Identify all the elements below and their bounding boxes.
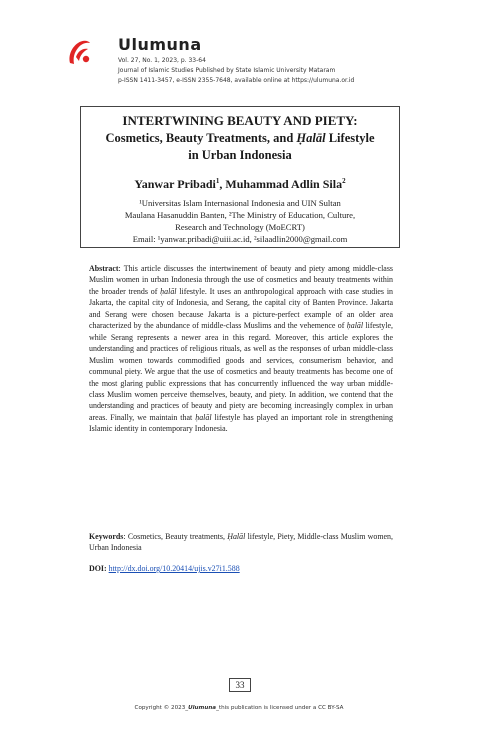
publisher-line: Journal of Islamic Studies Published by State Islamic University Mataram xyxy=(118,67,336,74)
author-2: Muhammad Adlin Sila xyxy=(225,177,343,191)
doi xyxy=(89,563,393,574)
author-emails: Email: ¹yanwar.pribadi@uiii.ac.id, ²silaadlin2000@gmail.com xyxy=(132,234,348,244)
title-box xyxy=(80,106,400,248)
author-separator: , xyxy=(219,177,226,191)
journal-name: Ulumuna xyxy=(118,35,202,54)
copyright-brand: Ulumuna xyxy=(188,705,217,711)
title-line-2 xyxy=(81,131,399,146)
doi-label: DOI: xyxy=(89,564,107,573)
abstract-part-1: : This article discusses the intertwinement of beauty and piety among middle-class Muslim women in urban Indonesia through the use of cosmetics and beauty treatments within the broader trends of xyxy=(89,264,393,296)
abstract-part-3: lifestyle, while Serang represents a newer area in this regard. Moreover, this article explores the understanding and practices of religious rituals, as well as the responses of urban middle-class Muslim women towards commodified goods and services, consumerism behavior, and communal piety. We argue that the use of cosmetics and beauty treatments has become one of the most glaring public expressions that has concurrently influenced the way urban middle-class Muslim women perceive themselves, beauty, and piety. In addition, we contend that the understanding and practices of beauty and piety are becoming increasingly complex in urban areas. Finally, we maintain that xyxy=(89,321,393,422)
keywords xyxy=(89,531,393,554)
journal-logo-icon xyxy=(66,37,92,67)
affiliation-line-3: Research and Technology (MoECRT) xyxy=(175,222,305,232)
title-halal-term: Ḥalāl xyxy=(296,131,326,145)
abstract-halal-term-1: ḥalāl xyxy=(160,286,177,296)
affiliation-line-1: ¹Universitas Islam Internasional Indonesia and UIN Sultan xyxy=(139,198,341,208)
affiliation-line-2: Maulana Hasanuddin Banten, ²The Ministry of Education, Culture, xyxy=(124,210,356,220)
title-line-1: INTERTWINING BEAUTY AND PIETY: xyxy=(122,113,358,128)
title-line-3: in Urban Indonesia xyxy=(188,148,292,162)
volume-line: Vol. 27, No. 1, 2023, p. 33-64 xyxy=(118,57,206,64)
keywords-part-1: : Cosmetics, Beauty treatments, xyxy=(123,532,228,541)
abstract xyxy=(89,263,393,435)
title-line-2-prefix: Cosmetics, Beauty Treatments, and xyxy=(105,131,297,145)
abstract-part-2: lifestyle. It uses an anthropological approach with case studies in Jakarta, the capital city of Indonesia, and Serang, the capital city of Banten Province. Jakarta and Serang were chosen because Jakarta is a picture-perfect example of an older area characterized by the abundance of middle-class Muslims and the vehemence of xyxy=(89,286,393,331)
keywords-part-2: lifestyle, Piety, Middle-class Muslim women, Urban Indonesia xyxy=(89,532,394,553)
author-2-affiliation-mark: 2 xyxy=(342,177,346,185)
doi-link[interactable]: http://dx.doi.org/10.20414/ujis.v27i1.588 xyxy=(108,564,240,573)
abstract-label: Abstract xyxy=(89,264,119,273)
copyright-suffix: _this publication is licensed under a CC BY-SA xyxy=(216,705,344,711)
abstract-halal-term-2: ḥalāl xyxy=(346,321,364,331)
copyright-prefix: Copyright © 2023_ xyxy=(134,705,189,711)
abstract-halal-term-3: ḥalāl xyxy=(195,412,212,422)
journal-meta xyxy=(118,56,428,86)
abstract-part-4: lifestyle has played an important role in strengthening Islamic identity in contemporary Indonesia. xyxy=(89,412,393,434)
author-1-affiliation-mark: 1 xyxy=(215,177,220,185)
keywords-label: Keywords xyxy=(89,532,124,541)
author-list xyxy=(81,177,399,192)
page-number: 33 xyxy=(229,678,251,692)
author-1: Yanwar Pribadi xyxy=(134,177,216,191)
issn-line: p-ISSN 1411-3457, e-ISSN 2355-7648, available online at https://ulumuna.or.id xyxy=(118,77,355,84)
keywords-halal-term: Ḥalāl xyxy=(227,532,246,541)
title-line-2-suffix: Lifestyle xyxy=(325,131,375,145)
copyright-notice xyxy=(0,705,478,711)
